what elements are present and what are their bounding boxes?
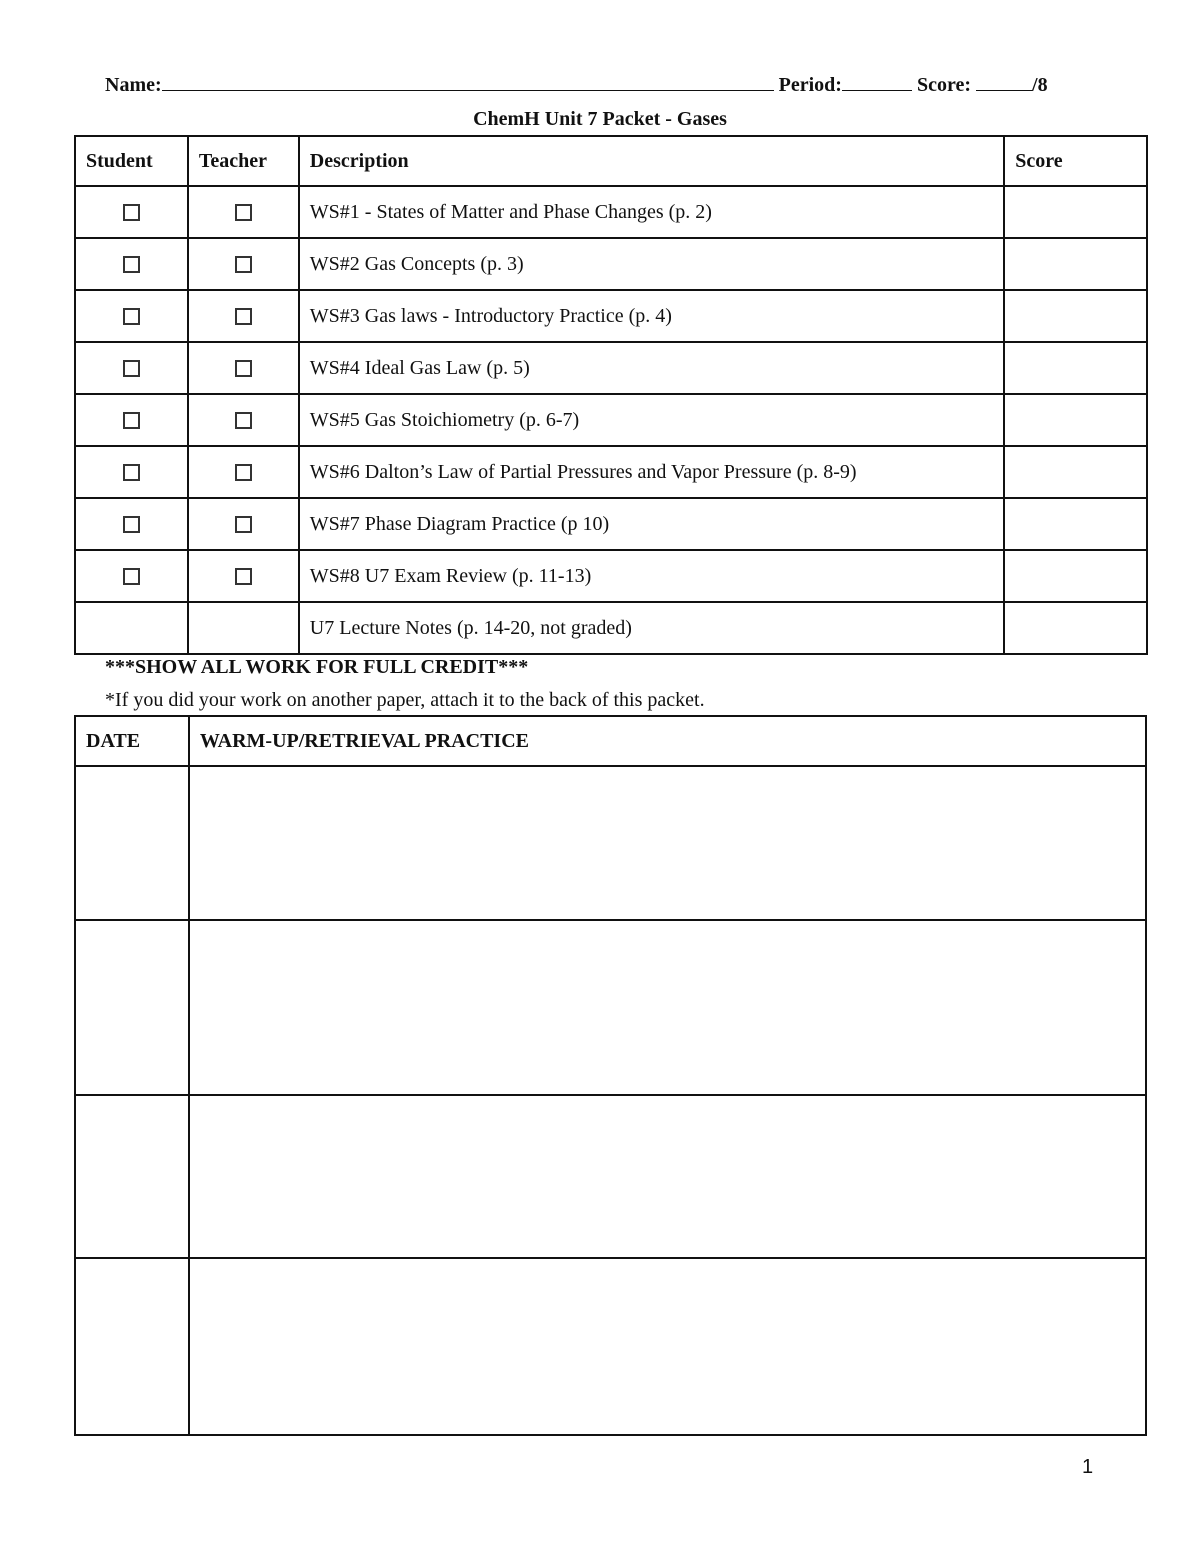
warmup-date-cell[interactable] <box>75 766 189 920</box>
warmup-header-row <box>75 716 1146 766</box>
assignment-description: WS#6 Dalton’s Law of Partial Pressures and Vapor Pressure (p. 8-9) <box>299 446 1004 498</box>
assignment-score-cell[interactable] <box>1004 186 1147 238</box>
warmup-row <box>75 1258 1146 1435</box>
student-check-cell <box>75 550 188 602</box>
warmup-answer-cell[interactable] <box>189 1095 1146 1258</box>
student-check-cell <box>75 186 188 238</box>
teacher-checkbox[interactable] <box>235 308 252 325</box>
student-checkbox[interactable] <box>123 516 140 533</box>
assignment-description: WS#8 U7 Exam Review (p. 11-13) <box>299 550 1004 602</box>
teacher-check-cell <box>188 290 299 342</box>
teacher-checkbox[interactable] <box>235 516 252 533</box>
column-header-date: DATE <box>75 716 189 766</box>
checklist-row <box>75 290 1147 342</box>
warmup-row <box>75 1095 1146 1258</box>
column-header-description: Description <box>299 136 1004 186</box>
warmup-date-cell[interactable] <box>75 1095 189 1258</box>
student-check-cell <box>75 602 188 654</box>
checklist-header-row <box>75 136 1147 186</box>
checklist-row <box>75 602 1147 654</box>
student-check-cell <box>75 446 188 498</box>
packet-title: ChemH Unit 7 Packet - Gases <box>473 108 727 130</box>
student-checkbox[interactable] <box>123 568 140 585</box>
assignment-checklist-table <box>74 135 1148 655</box>
student-checkbox[interactable] <box>123 308 140 325</box>
student-checkbox[interactable] <box>123 204 140 221</box>
assignment-description: WS#2 Gas Concepts (p. 3) <box>299 238 1004 290</box>
warmup-table <box>74 715 1147 1436</box>
teacher-check-cell <box>188 602 299 654</box>
show-work-note: ***SHOW ALL WORK FOR FULL CREDIT*** <box>105 656 529 678</box>
student-checkbox[interactable] <box>123 412 140 429</box>
attach-note: *If you did your work on another paper, attach it to the back of this packet. <box>105 689 705 711</box>
assignment-description: WS#1 - States of Matter and Phase Changes (p. 2) <box>299 186 1004 238</box>
student-check-cell <box>75 290 188 342</box>
assignment-score-cell[interactable] <box>1004 446 1147 498</box>
checklist-row <box>75 186 1147 238</box>
warmup-answer-cell[interactable] <box>189 766 1146 920</box>
warmup-answer-cell[interactable] <box>189 920 1146 1095</box>
student-checkbox[interactable] <box>123 360 140 377</box>
student-check-cell <box>75 342 188 394</box>
assignment-description: WS#7 Phase Diagram Practice (p 10) <box>299 498 1004 550</box>
teacher-check-cell <box>188 394 299 446</box>
column-header-student: Student <box>75 136 188 186</box>
teacher-check-cell <box>188 498 299 550</box>
student-check-cell <box>75 394 188 446</box>
assignment-score-cell[interactable] <box>1004 498 1147 550</box>
assignment-score-cell[interactable] <box>1004 238 1147 290</box>
assignment-description: U7 Lecture Notes (p. 14-20, not graded) <box>299 602 1004 654</box>
teacher-check-cell <box>188 446 299 498</box>
student-check-cell <box>75 498 188 550</box>
warmup-date-cell[interactable] <box>75 920 189 1095</box>
column-header-score: Score <box>1004 136 1147 186</box>
teacher-checkbox[interactable] <box>235 256 252 273</box>
teacher-check-cell <box>188 342 299 394</box>
checklist-row <box>75 394 1147 446</box>
assignment-score-cell[interactable] <box>1004 290 1147 342</box>
assignment-description: WS#4 Ideal Gas Law (p. 5) <box>299 342 1004 394</box>
score-field[interactable] <box>976 72 1032 91</box>
assignment-score-cell[interactable] <box>1004 342 1147 394</box>
student-checkbox[interactable] <box>123 256 140 273</box>
score-label: Score: <box>916 74 972 96</box>
teacher-check-cell <box>188 186 299 238</box>
column-header-teacher: Teacher <box>188 136 299 186</box>
teacher-check-cell <box>188 550 299 602</box>
checklist-row <box>75 342 1147 394</box>
warmup-row <box>75 766 1146 920</box>
checklist-row <box>75 446 1147 498</box>
warmup-date-cell[interactable] <box>75 1258 189 1435</box>
teacher-check-cell <box>188 238 299 290</box>
teacher-checkbox[interactable] <box>235 360 252 377</box>
warmup-answer-cell[interactable] <box>189 1258 1146 1435</box>
checklist-row <box>75 238 1147 290</box>
student-check-cell <box>75 238 188 290</box>
checklist-row <box>75 498 1147 550</box>
teacher-checkbox[interactable] <box>235 412 252 429</box>
assignment-description: WS#3 Gas laws - Introductory Practice (p. 4) <box>299 290 1004 342</box>
assignment-score-cell[interactable] <box>1004 602 1147 654</box>
assignment-description: WS#5 Gas Stoichiometry (p. 6-7) <box>299 394 1004 446</box>
teacher-checkbox[interactable] <box>235 204 252 221</box>
page-number: 1 <box>1082 1456 1094 1478</box>
score-total: /8 <box>1032 74 1048 96</box>
teacher-checkbox[interactable] <box>235 568 252 585</box>
assignment-score-cell[interactable] <box>1004 394 1147 446</box>
period-field[interactable] <box>842 72 912 91</box>
name-field[interactable] <box>162 72 774 91</box>
student-checkbox[interactable] <box>123 464 140 481</box>
name-label: Name: <box>105 74 162 96</box>
warmup-row <box>75 920 1146 1095</box>
teacher-checkbox[interactable] <box>235 464 252 481</box>
checklist-row <box>75 550 1147 602</box>
period-label: Period: <box>778 74 842 96</box>
student-info-line <box>105 72 1095 97</box>
assignment-score-cell[interactable] <box>1004 550 1147 602</box>
column-header-warmup: WARM-UP/RETRIEVAL PRACTICE <box>189 716 1146 766</box>
